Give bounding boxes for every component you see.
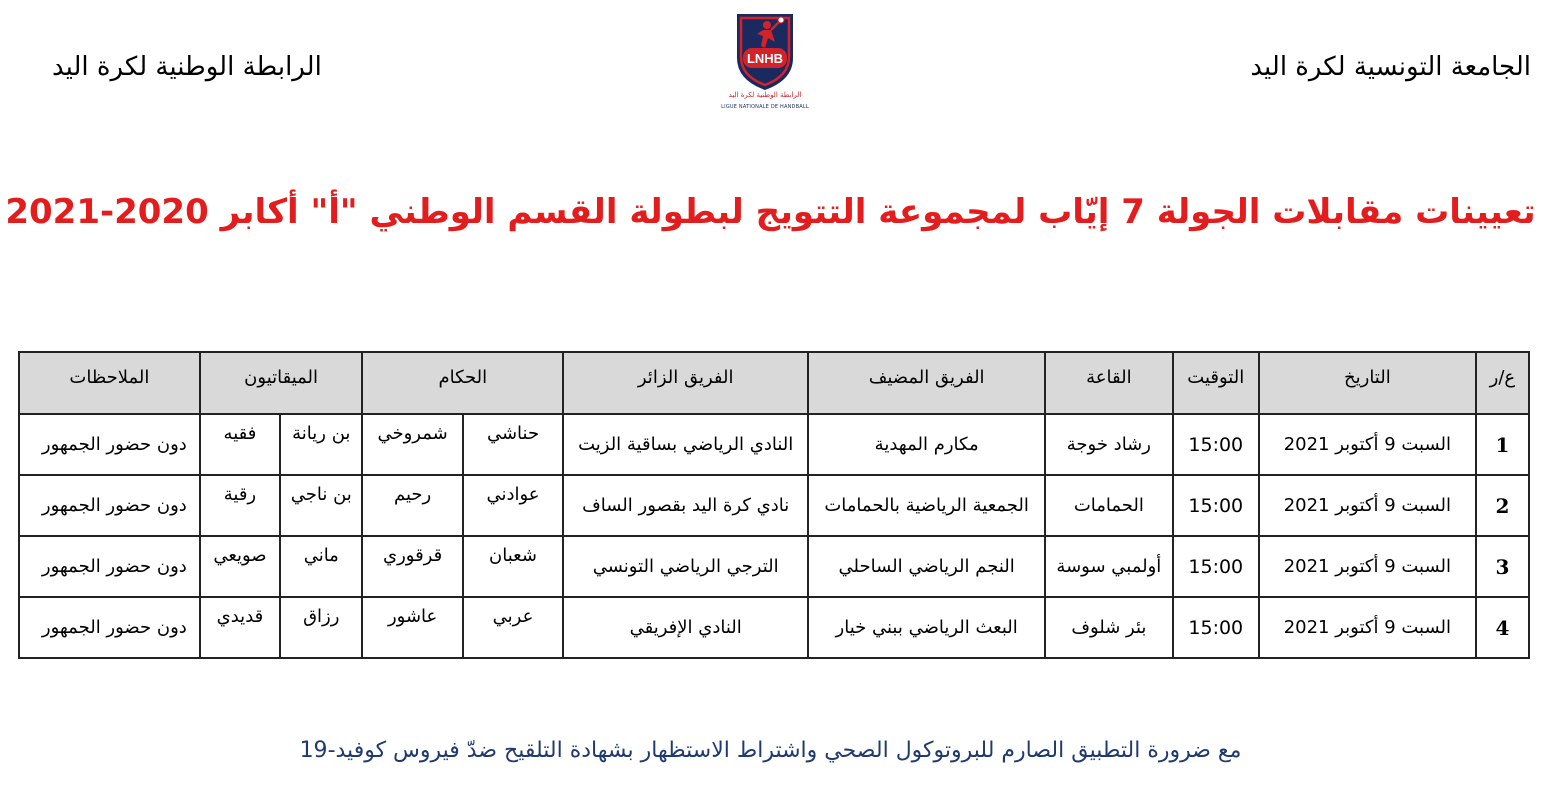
timekeeper-2: صويعي	[200, 536, 280, 597]
away-team: النادي الرياضي بساقية الزيت	[563, 414, 808, 475]
match-venue: رشاد خوجة	[1045, 414, 1173, 475]
match-time: 15:00	[1173, 536, 1259, 597]
logo-abbr: LNHB	[746, 51, 784, 66]
header-home-team: الفريق المضيف	[808, 352, 1045, 414]
match-notes: دون حضور الجمهور	[19, 597, 200, 658]
match-time: 15:00	[1173, 414, 1259, 475]
home-team: البعث الرياضي ببني خيار	[808, 597, 1045, 658]
match-time: 15:00	[1173, 475, 1259, 536]
home-team: الجمعية الرياضية بالحمامات	[808, 475, 1045, 536]
timekeeper-1: رزاق	[280, 597, 362, 658]
table-row	[19, 597, 1529, 658]
match-time: 15:00	[1173, 597, 1259, 658]
header-away-team: الفريق الزائر	[563, 352, 808, 414]
referee-1: حناشي	[463, 414, 563, 475]
away-team: النادي الإفريقي	[563, 597, 808, 658]
federation-name: الجامعة التونسية لكرة اليد	[1250, 52, 1531, 82]
health-protocol-note: مع ضرورة التطبيق الصارم للبروتوكول الصحي واشتراط الاستظهار بشهادة التلقيح ضدّ فيروس كوفيد-19	[299, 738, 1242, 763]
assignments-table	[18, 351, 1530, 659]
referee-1: شعبان	[463, 536, 563, 597]
header-time: التوقيت	[1173, 352, 1259, 414]
match-venue: بئر شلوف	[1045, 597, 1173, 658]
header-venue: القاعة	[1045, 352, 1173, 414]
referee-2: عاشور	[362, 597, 462, 658]
match-notes: دون حضور الجمهور	[19, 536, 200, 597]
header-referees: الحكام	[362, 352, 563, 414]
match-date: السبت 9 أكتوبر 2021	[1259, 597, 1476, 658]
league-name: الرابطة الوطنية لكرة اليد	[52, 52, 322, 82]
page-title: تعيينات مقابلات الجولة 7 إيّاب لمجموعة التتويج لبطولة القسم الوطني "أ" أكابر 2020-2021	[5, 192, 1536, 232]
timekeeper-2: فقيه	[200, 414, 280, 475]
referee-2: شمروخي	[362, 414, 462, 475]
away-team: الترجي الرياضي التونسي	[563, 536, 808, 597]
lnhb-logo	[705, 8, 825, 116]
timekeeper-1: ماني	[280, 536, 362, 597]
home-team: النجم الرياضي الساحلي	[808, 536, 1045, 597]
table-header-row	[19, 352, 1529, 414]
table-row	[19, 475, 1529, 536]
match-venue: أولمبي سوسة	[1045, 536, 1173, 597]
match-date: السبت 9 أكتوبر 2021	[1259, 536, 1476, 597]
logo-arabic-name: الرابطة الوطنية لكرة اليد	[728, 91, 802, 99]
timekeeper-2: رقية	[200, 475, 280, 536]
match-notes: دون حضور الجمهور	[19, 414, 200, 475]
match-notes: دون حضور الجمهور	[19, 475, 200, 536]
lnhb-shield-icon	[705, 8, 825, 92]
referee-2: قرقوري	[362, 536, 462, 597]
match-date: السبت 9 أكتوبر 2021	[1259, 414, 1476, 475]
home-team: مكارم المهدية	[808, 414, 1045, 475]
referee-2: رحيم	[362, 475, 462, 536]
match-num: 2	[1476, 475, 1529, 536]
match-num: 4	[1476, 597, 1529, 658]
timekeeper-1: بن ريانة	[280, 414, 362, 475]
match-num: 3	[1476, 536, 1529, 597]
timekeeper-2: قديدي	[200, 597, 280, 658]
header-timekeepers: الميقاتيون	[200, 352, 363, 414]
match-venue: الحمامات	[1045, 475, 1173, 536]
header-date: التاريخ	[1259, 352, 1476, 414]
header-num: ع/ر	[1476, 352, 1529, 414]
match-num: 1	[1476, 414, 1529, 475]
referee-1: عربي	[463, 597, 563, 658]
away-team: نادي كرة اليد بقصور الساف	[563, 475, 808, 536]
timekeeper-1: بن ناجي	[280, 475, 362, 536]
table-row	[19, 414, 1529, 475]
header-notes: الملاحظات	[19, 352, 200, 414]
table-row	[19, 536, 1529, 597]
logo-french-name: LIGUE NATIONALE DE HANDBALL	[721, 104, 809, 110]
referee-1: عوادني	[463, 475, 563, 536]
match-date: السبت 9 أكتوبر 2021	[1259, 475, 1476, 536]
